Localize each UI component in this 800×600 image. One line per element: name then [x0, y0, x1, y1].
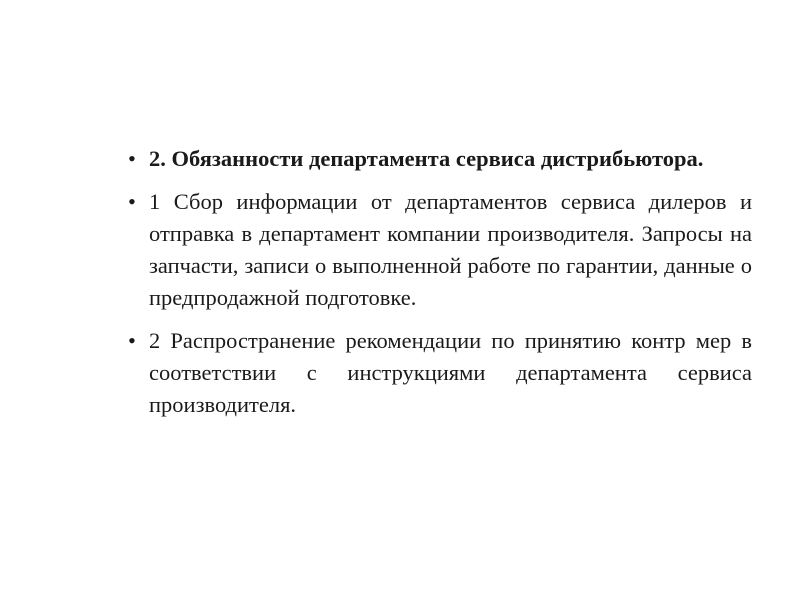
bullet-text-info-collection: 1 Сбор информации от департаментов сервиса дилеров и отправка в департамент компании производителя. Запросы на запчасти, записи о выполненной работе по гарантии, данные о предпродажной подготовке.: [149, 189, 752, 310]
bullet-list: [128, 143, 752, 432]
bullet-icon: •: [128, 189, 136, 214]
bullet-icon: •: [128, 146, 136, 171]
bullet-item-heading: [128, 143, 752, 175]
bullet-item-recommendations: [128, 325, 752, 421]
bullet-item-info-collection: [128, 186, 752, 314]
bullet-text-heading: 2. Обязанности департамента сервиса дистрибьютора.: [149, 146, 704, 171]
bullet-icon: •: [128, 328, 136, 353]
bullet-text-recommendations: 2 Распространение рекомендации по принятию контр мер в соответствии с инструкциями департамента сервиса производителя.: [149, 328, 752, 417]
